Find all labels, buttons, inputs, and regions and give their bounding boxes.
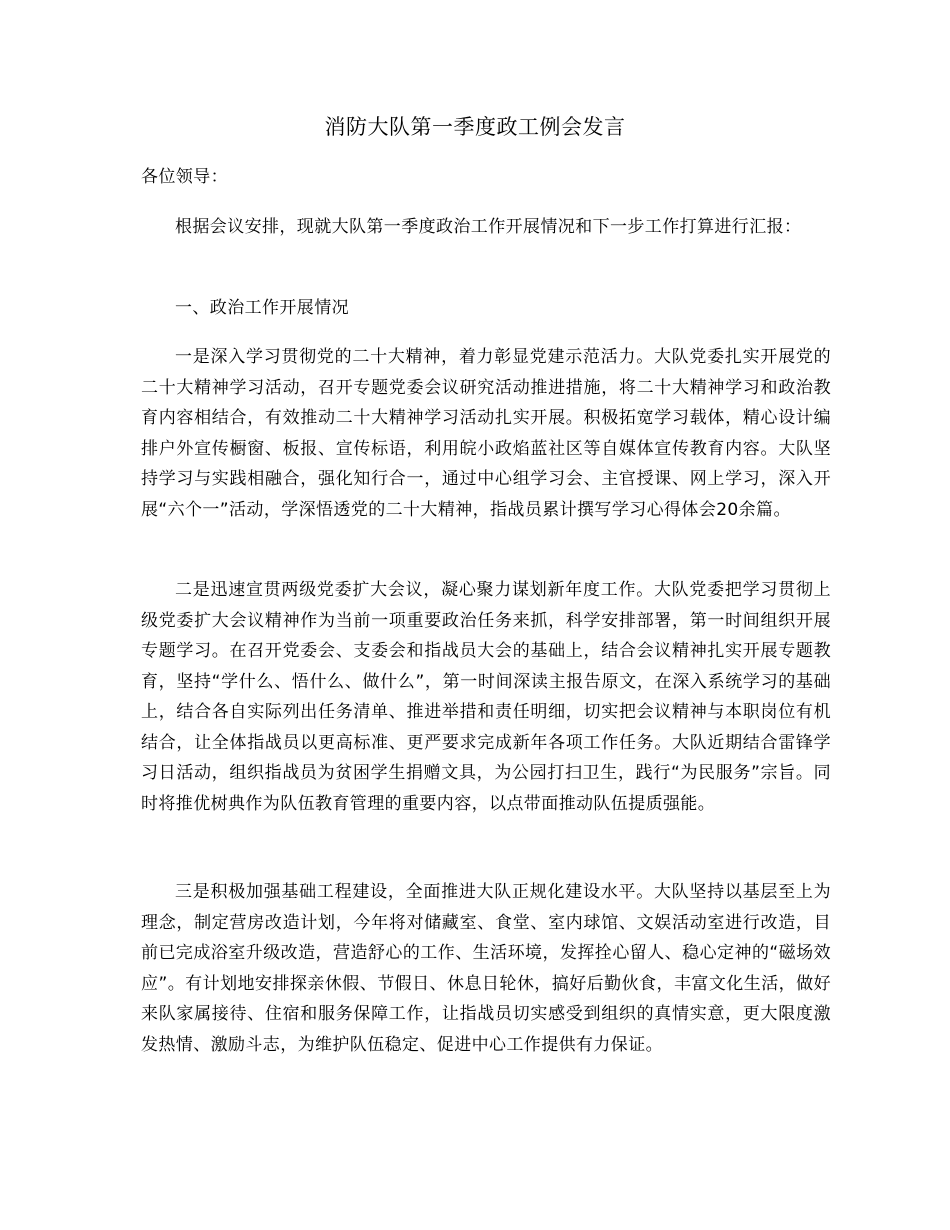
document-title: 消防大队第一季度政工例会发言: [324, 115, 626, 139]
salutation: 各位领导：: [141, 167, 228, 187]
section-heading: 一、政治工作开展情况: [175, 298, 349, 318]
intro-paragraph: 根据会议安排，现就大队第一季度政治工作开展情况和下一步工作打算进行汇报：: [175, 217, 802, 237]
body-paragraph: 三是积极加强基础工程建设，全面推进大队正规化建设水平。大队坚持以基层至上为理念，制定营房改造计划，今年将对储藏室、食堂、室内球馆、文娱活动室进行改造，目前已完成浴室升级改造，营造舒心的工作、生活环境，发挥拴心留人、稳心定神的“磁场效应”。有计划地安排探亲休假、节假日、休息日轮休，搞好后勤伙食，丰富文化生活，做好来队家属接待、住宿和服务保障工作，让指战员切实感受到组织的真情实意，更大限度激发热情、激励斗志，为维护队伍稳定、促进中心工作提供有力保证。: [141, 882, 831, 1055]
body-paragraph: 二是迅速宣贯两级党委扩大会议，凝心聚力谋划新年度工作。大队党委把学习贯彻上级党委扩大会议精神作为当前一项重要政治任务来抓，科学安排部署，第一时间组织开展专题学习。在召开党委会、支委会和指战员大会的基础上，结合会议精神扎实开展专题教育，坚持“学什么、悟什么、做什么”，第一时间深读主报告原文，在深入系统学习的基础上，结合各自实际列出任务清单、推进举措和责任明细，切实把会议精神与本职岗位有机结合，让全体指战员以更高标准、更严要求完成新年各项工作任务。大队近期结合雷锋学习日活动，组织指战员为贫困学生捐赠文具，为公园打扫卫生，践行“为民服务”宗旨。同时将推优树典作为队伍教育管理的重要内容，以点带面推动队伍提质强能。: [141, 580, 831, 814]
body-paragraph: 一是深入学习贯彻党的二十大精神，着力彰显党建示范活力。大队党委扎实开展党的二十大精神学习活动，召开专题党委会议研究活动推进措施，将二十大精神学习和政治教育内容相结合，有效推动二十大精神学习活动扎实开展。积极拓宽学习载体，精心设计编排户外宣传橱窗、板报、宣传标语，利用皖小政焰蓝社区等自媒体宣传教育内容。大队坚持学习与实践相融合，强化知行合一，通过中心组学习会、主官授课、网上学习，深入开展“六个一”活动，学深悟透党的二十大精神，指战员累计撰写学习心得体会20余篇。: [141, 347, 831, 520]
